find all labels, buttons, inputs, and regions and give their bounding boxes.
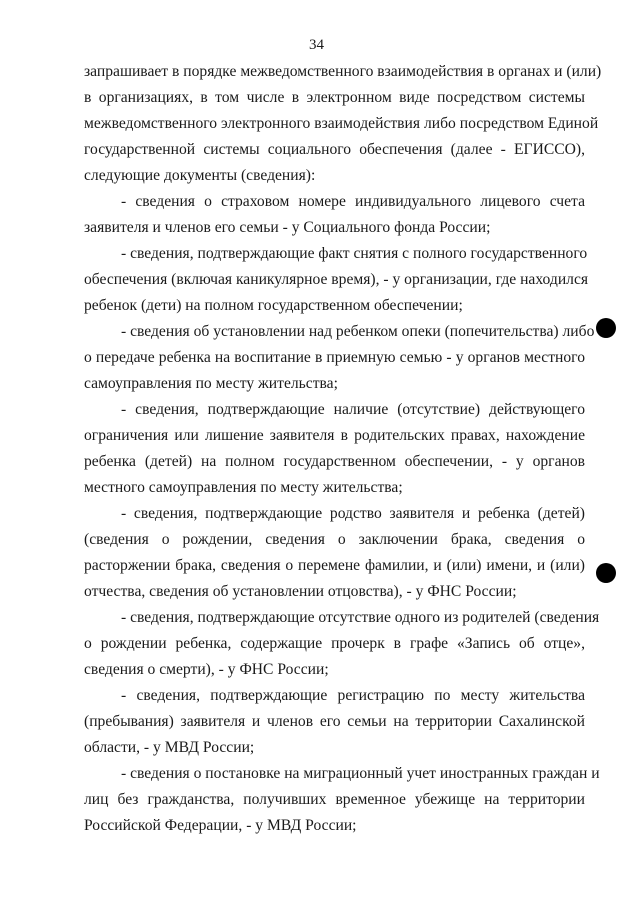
text-line: в организациях, в том числе в электронном виде посредством системы (84, 89, 585, 106)
text-line: следующие документы (сведения): (84, 167, 316, 184)
text-line: ограничения или лишение заявителя в родительских правах, нахождение (84, 427, 585, 444)
text-line: самоуправления по месту жительства; (84, 375, 338, 392)
text-line: сведения о смерти), - у ФНС России; (84, 661, 329, 678)
text-line: запрашивает в порядке межведомственного взаимодействия в органах и (или) (84, 63, 602, 80)
text-line: Российской Федерации, - у МВД России; (84, 817, 357, 834)
text-line: - сведения, подтверждающие наличие (отсутствие) действующего (121, 401, 585, 418)
text-line: (пребывания) заявителя и членов его семьи на территории Сахалинской (84, 713, 585, 730)
text-line: - сведения, подтверждающие регистрацию по месту жительства (121, 687, 585, 704)
text-line: межведомственного электронного взаимодействия либо посредством Единой (84, 115, 599, 132)
page-number: 34 (309, 37, 324, 53)
punch-hole (596, 318, 616, 338)
text-line: - сведения об установлении над ребенком опеки (попечительства) либо (121, 323, 595, 340)
text-line: - сведения, подтверждающие факт снятия с полного государственного (121, 245, 588, 262)
text-line: местного самоуправления по месту жительства; (84, 479, 403, 496)
text-line: о рождении ребенка, содержащие прочерк в графе «Запись об отце», (84, 635, 585, 652)
text-line: государственной системы социального обеспечения (далее - ЕГИССО), (84, 141, 585, 158)
text-line: области, - у МВД России; (84, 739, 255, 756)
text-line: - сведения о постановке на миграционный учет иностранных граждан и (121, 765, 600, 782)
text-line: отчества, сведения об установлении отцовства), - у ФНС России; (84, 583, 517, 600)
text-line: расторжении брака, сведения о перемене фамилии, и (или) имени, и (или) (84, 557, 585, 574)
text-line: ребенок (дети) на полном государственном обеспечении; (84, 297, 463, 314)
text-line: о передаче ребенка на воспитание в приемную семью - у органов местного (84, 349, 585, 366)
text-line: (сведения о рождении, сведения о заключении брака, сведения о (84, 531, 585, 548)
punch-hole (596, 563, 616, 583)
text-line: - сведения, подтверждающие отсутствие одного из родителей (сведения (121, 609, 600, 626)
text-line: заявителя и членов его семьи - у Социального фонда России; (84, 219, 491, 236)
text-line: лиц без гражданства, получивших временное убежище на территории (84, 791, 585, 808)
text-line: обеспечения (включая каникулярное время), - у организации, где находился (84, 271, 589, 288)
text-line: - сведения, подтверждающие родство заявителя и ребенка (детей) (121, 505, 585, 522)
text-line: ребенка (детей) на полном государственном обеспечении, - у органов (84, 453, 585, 470)
text-line: - сведения о страховом номере индивидуального лицевого счета (121, 193, 585, 210)
